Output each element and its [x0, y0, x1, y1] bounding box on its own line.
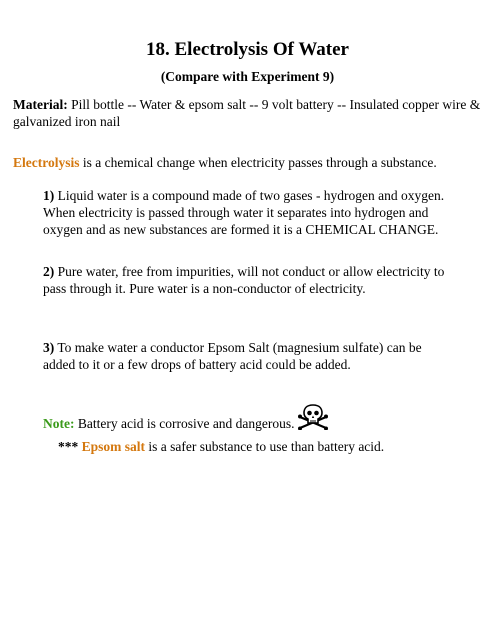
material-text: Pill bottle -- Water & epsom salt -- 9 volt battery -- Insulated copper wire & galvanized iron nail: [13, 97, 481, 129]
point-number: 3): [43, 340, 55, 355]
point-text: Liquid water is a compound made of two gases - hydrogen and oxygen. When electricity is passed through water it separates into hydrogen and oxygen and as new substances are formed it is a CHEMICAL CHANGE.: [43, 188, 445, 237]
point-text: Pure water, free from impurities, will not conduct or allow electricity to pass through it. Pure water is a non-conductor of electricity.: [43, 264, 445, 296]
final-highlight: Epsom salt: [81, 439, 146, 454]
page-subtitle: (Compare with Experiment 9): [160, 69, 335, 84]
material-line: [13, 96, 483, 130]
page-title: 18. Electrolysis Of Water: [146, 39, 349, 60]
final-prefix: ***: [58, 439, 82, 454]
note-text: Battery acid is corrosive and dangerous.: [74, 416, 295, 431]
point-2: [43, 263, 448, 297]
note-label: Note:: [43, 416, 75, 431]
skull-crossbones-icon: [296, 404, 330, 430]
material-label: Material:: [13, 97, 68, 112]
definition-line: [13, 154, 488, 171]
point-1: [43, 187, 448, 238]
point-number: 1): [43, 188, 55, 203]
point-3: [43, 339, 448, 373]
definition-text: is a chemical change when electricity passes through a substance.: [79, 155, 437, 170]
definition-term: Electrolysis: [13, 155, 80, 170]
final-note: [58, 438, 478, 455]
point-text: To make water a conductor Epsom Salt (magnesium sulfate) can be added to it or a few drops of battery acid could be added.: [43, 340, 422, 372]
point-number: 2): [43, 264, 55, 279]
final-text: is a safer substance to use than battery acid.: [145, 439, 385, 454]
note-line: [43, 404, 463, 432]
